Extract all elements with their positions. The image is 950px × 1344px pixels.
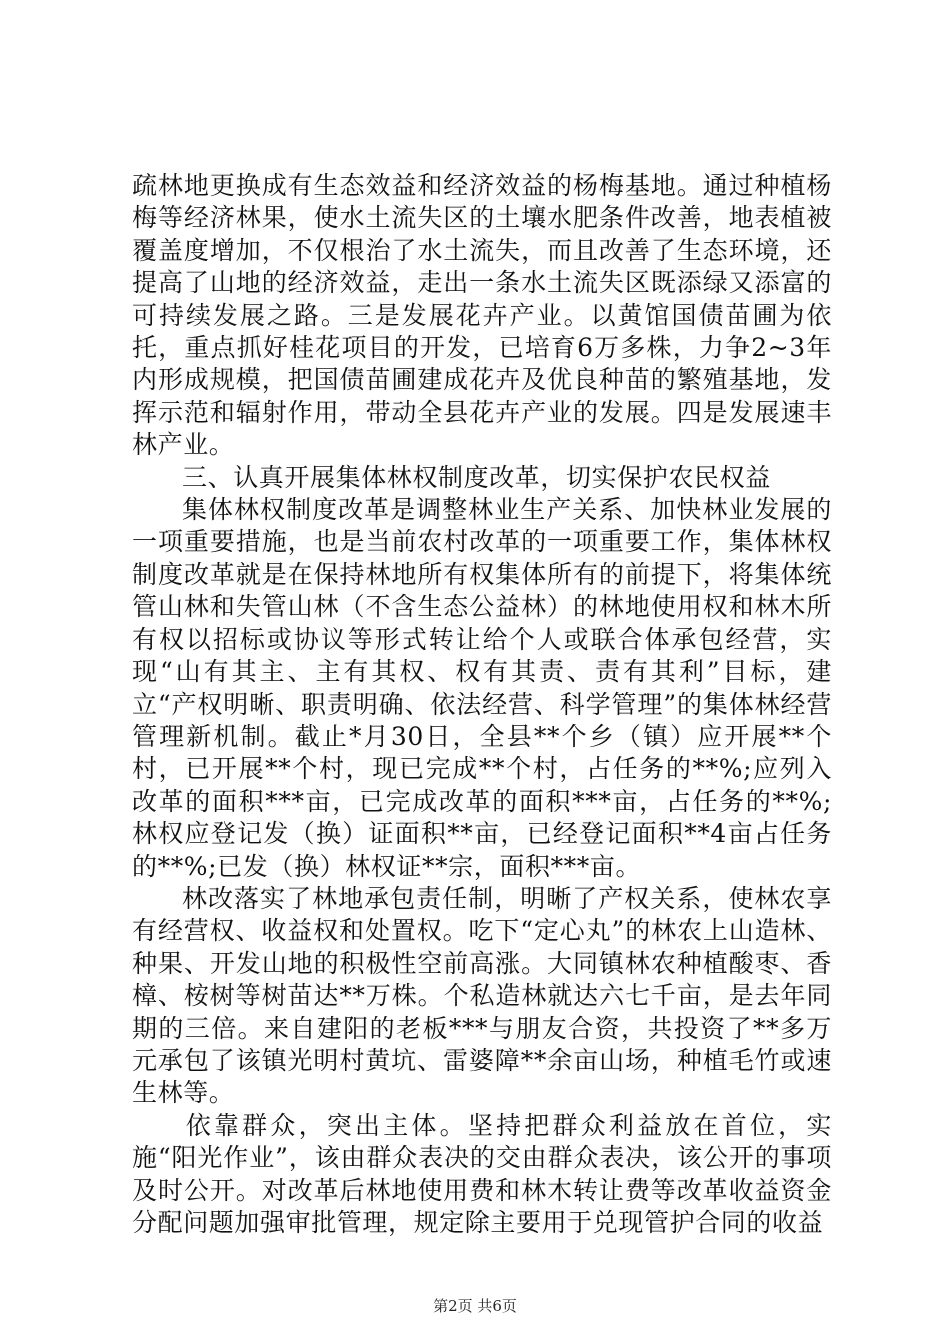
document-body (132, 170, 832, 1239)
paragraph-collective-forest-reform: 集体林权制度改革是调整林业生产关系、加快林业发展的一项重要措施，也是当前农村改革的一项重要工作，集体林权制度改革就是在保持林地所有权集体所有的前提下，将集体统管山林和失管山林（不含生态公益林）的林地使用权和林木所有权以招标或协议等形式转让给个人或联合体承包经营，实现“山有其主、主有其权、权有其责、责有其利”目标，建立“产权明晰、职责明确、依法经营、科学管理”的集体林经营管理新机制。截止*月30日，全县**个乡（镇）应开展**个村，已开展**个村，现已完成**个村，占任务的**%;应列入改革的面积***亩，已完成改革的面积***亩，占任务的**%; 林权应登记发（换）证面积**亩，已经登记面积**4亩占任务的**%;已发（换）林权证**宗，面积***亩。 (132, 495, 832, 881)
section-heading-3: 三、认真开展集体林权制度改革，切实保护农民权益 (182, 462, 771, 492)
paragraph-rely-on-masses: 依靠群众，突出主体。坚持把群众利益放在首位，实施“阳光作业”，该由群众表决的交由群众表决，该公开的事项及时公开。对改革后林地使用费和林木转让费等改革收益资金分配问题加强审批管理，规定除主要用于兑现管护合同的收益 (132, 1110, 832, 1237)
page-footer: 第2页 共6页 (433, 1297, 517, 1315)
paragraph-forestry-industry: 疏林地更换成有生态效益和经济效益的杨梅基地。通过种植杨梅等经济林果，使水土流失区的土壤水肥条件改善，地表植被覆盖度增加，不仅根治了水土流失，而且改善了生态环境，还提高了山地的经济效益，走出一条水土流失区既添绿又添富的可持续发展之路。三是发展花卉产业。以黄馆国债苗圃为依托，重点抓好桂花项目的开发，已培育6万多株，力争2~3年内形成规模，把国债苗圃建成花卉及优良种苗的繁殖基地，发挥示范和辐射作用，带动全县花卉产业的发展。四是发展速丰林产业。 (132, 171, 832, 460)
paragraph-reform-results: 林改落实了林地承包责任制，明晰了产权关系，使林农享有经营权、收益权和处置权。吃下“定心丸”的林农上山造林、种果、开发山地的积极性空前高涨。大同镇林农种植酸枣、香樟、桉树等树苗达**万株。个私造林就达六七千亩，是去年同期的三倍。来自建阳的老板***与朋友合资，共投资了**多万元承包了该镇光明村黄坑、雷婆障**余亩山场，种植毛竹或速生林等。 (132, 883, 832, 1108)
